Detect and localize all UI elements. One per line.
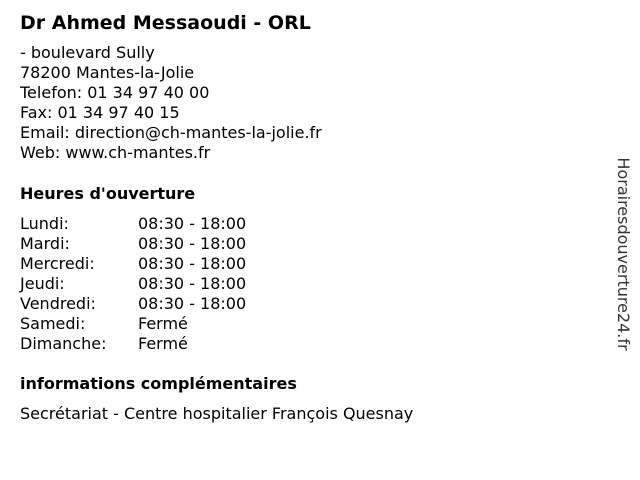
extra-info-text: Secrétariat - Centre hospitalier François Quesnay	[20, 404, 414, 423]
web-line: Web: www.ch-mantes.fr	[20, 143, 211, 162]
day-hours: Fermé	[138, 314, 188, 333]
day-label: Samedi:	[20, 314, 86, 333]
day-label: Dimanche:	[20, 334, 107, 353]
address-street: - boulevard Sully	[20, 43, 155, 62]
extra-info-heading: informations complémentaires	[20, 374, 297, 393]
day-label: Mercredi:	[20, 254, 95, 273]
phone-line: Telefon: 01 34 97 40 00	[20, 83, 210, 102]
page-title: Dr Ahmed Messaoudi - ORL	[20, 12, 311, 34]
day-hours: 08:30 - 18:00	[138, 234, 247, 253]
day-label: Jeudi:	[20, 274, 65, 293]
day-hours: 08:30 - 18:00	[138, 274, 247, 293]
email-line: Email: direction@ch-mantes-la-jolie.fr	[20, 123, 322, 142]
day-label: Vendredi:	[20, 294, 96, 313]
day-label: Mardi:	[20, 234, 70, 253]
day-hours: 08:30 - 18:00	[138, 214, 247, 233]
fax-line: Fax: 01 34 97 40 15	[20, 103, 180, 122]
day-hours: Fermé	[138, 334, 188, 353]
day-hours: 08:30 - 18:00	[138, 294, 247, 313]
day-hours: 08:30 - 18:00	[138, 254, 247, 273]
side-brand-watermark: Horairesdouverture24.fr	[614, 157, 633, 351]
day-label: Lundi:	[20, 214, 69, 233]
address-city: 78200 Mantes-la-Jolie	[20, 63, 195, 82]
contact-block	[20, 43, 322, 163]
hours-heading: Heures d'ouverture	[20, 184, 196, 203]
